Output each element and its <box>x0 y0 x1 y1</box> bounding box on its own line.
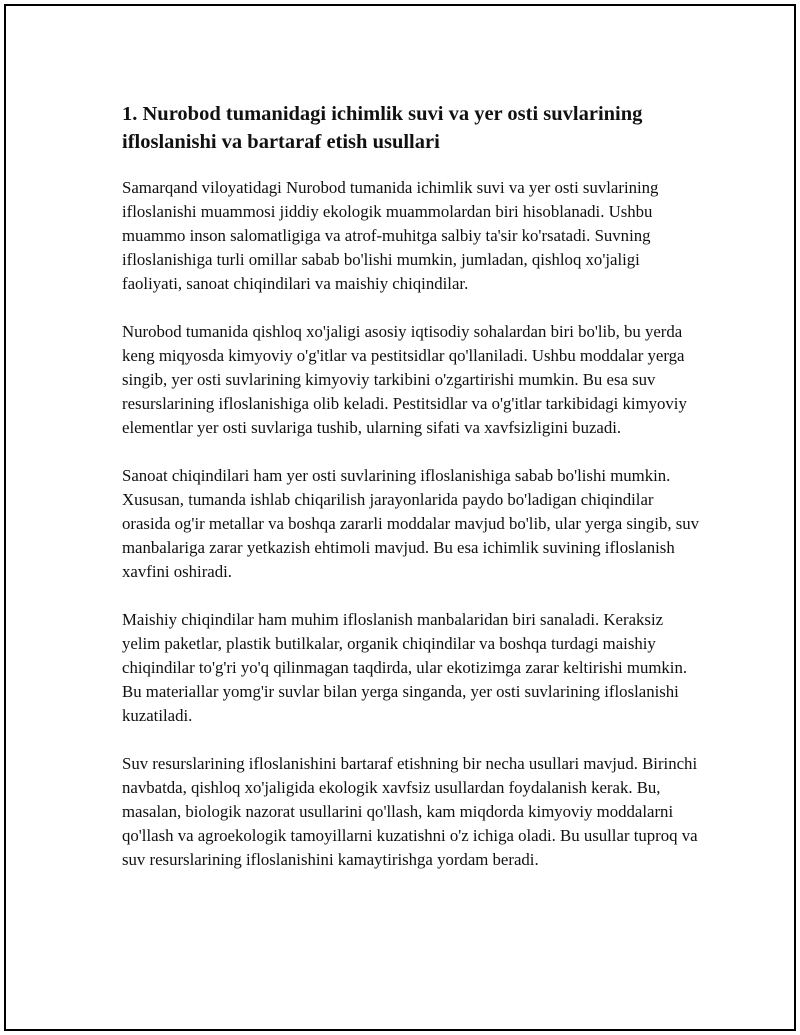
page-frame <box>4 4 796 1031</box>
paragraph-solutions: Suv resurslarining ifloslanishini bartaraf etishning bir necha usullari mavjud. Birinchi navbatda, qishloq xo'jaligida ekologik xavfsiz usullardan foydalanish kerak. Bu, masalan, biologik nazorat usullarini qo'llash, kam miqdorda kimyoviy moddalarni qo'llash va agroekologik tamoyillarni kuzatishni o'z ichiga oladi. Bu usullar tuproq va suv resurslarining ifloslanishini kamaytirishga yordam beradi. <box>122 754 698 869</box>
paragraph-agriculture: Nurobod tumanida qishloq xo'jaligi asosiy iqtisodiy sohalardan biri bo'lib, bu yerda keng miqyosda kimyoviy o'g'itlar va pestitsidlar qo'llaniladi. Ushbu moddalar yerga singib, yer osti suvlarining kimyoviy tarkibini o'zgartirishi mumkin. Bu esa suv resurslarining ifloslanishiga olib keladi. Pestitsidlar va o'g'itlar tarkibidagi kimyoviy elementlar yer osti suvlariga tushib, ularning sifati va xavfsizligini buzadi. <box>122 322 687 437</box>
paragraph-industrial-waste: Sanoat chiqindilari ham yer osti suvlarining ifloslanishiga sabab bo'lishi mumkin. Xususan, tumanda ishlab chiqarilish jarayonlarida paydo bo'ladigan chiqindilar orasida og'ir metallar va boshqa zararli moddalar mavjud bo'lib, ular yerga singib, suv manbalariga zarar yetkazish ehtimoli mavjud. Bu esa ichimlik suvining ifloslanish xavfini oshiradi. <box>122 466 700 581</box>
document-body <box>122 100 702 896</box>
paragraph-intro: Samarqand viloyatidagi Nurobod tumanida ichimlik suvi va yer osti suvlarining ifloslanishi muammosi jiddiy ekologik muammolardan biri hisoblanadi. Ushbu muammo inson salomatligiga va atrof-muhitga salbiy ta'sir ko'rsatadi. Suvning ifloslanishiga turli omillar sabab bo'lishi mumkin, jumladan, qishloq xo'jaligi faoliyati, sanoat chiqindilari va maishiy chiqindilar. <box>122 178 659 293</box>
paragraph-household-waste: Maishiy chiqindilar ham muhim ifloslanish manbalaridan biri sanaladi. Keraksiz yelim paketlar, plastik butilkalar, organik chiqindilar va boshqa turdagi maishiy chiqindilar to'g'ri yo'q qilinmagan taqdirda, ular ekotizimga zarar keltirishi mumkin. Bu materiallar yomg'ir suvlar bilan yerga singanda, yer osti suvlarining ifloslanishi kuzatiladi. <box>122 610 688 725</box>
document-title: 1. Nurobod tumanidagi ichimlik suvi va yer osti suvlarining ifloslanishi va bartaraf etish usullari <box>122 103 643 153</box>
